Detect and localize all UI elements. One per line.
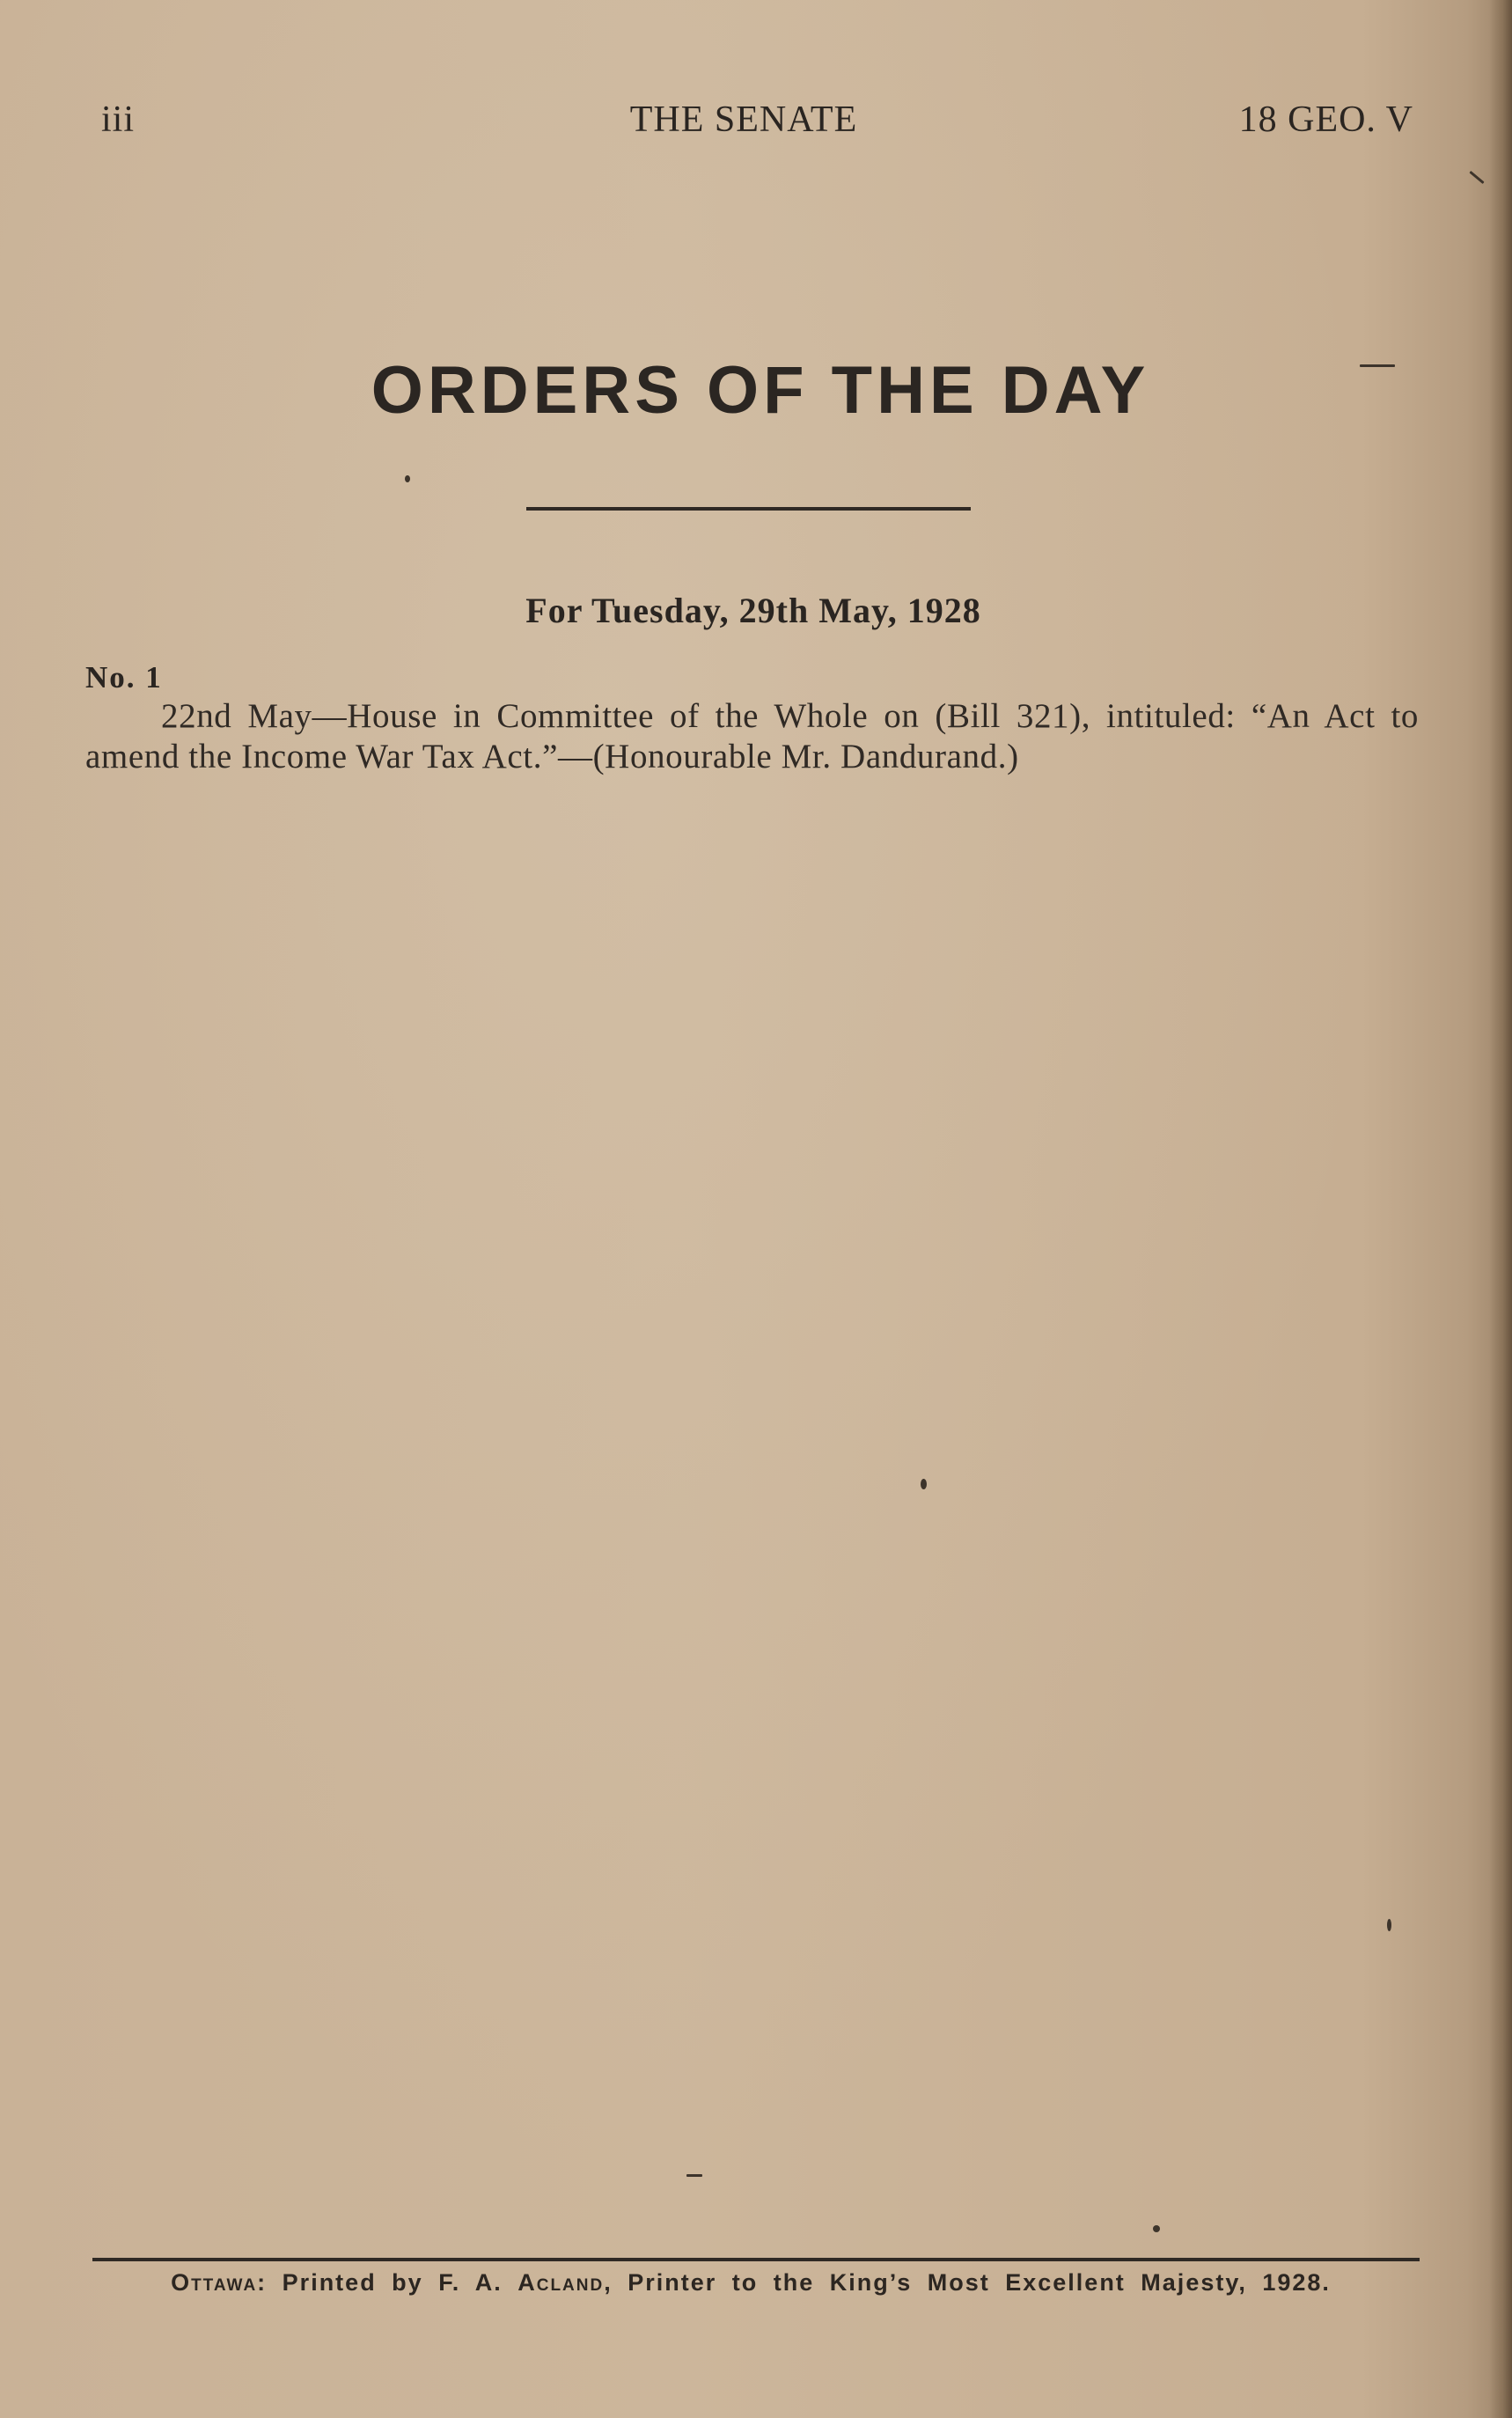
paper-speck: [921, 1479, 927, 1489]
paper-speck: [686, 2174, 702, 2177]
paper-speck: [405, 475, 410, 482]
running-head: [0, 99, 1512, 143]
paper-speck: [1469, 171, 1484, 184]
title-divider: [526, 507, 971, 511]
paper-speck: [1387, 1919, 1391, 1931]
chamber-name: THE SENATE: [629, 99, 858, 140]
imprint-printer-name: Acland: [517, 2269, 605, 2296]
order-text: 22nd May—House in Committee of the Whole on (Bill 321), intituled: “An Act to amend the Income War Tax Act.”—(Honourable Mr. Dandurand.): [85, 697, 1419, 775]
footer-divider: [92, 2258, 1420, 2261]
imprint-rest: Printer to the King’s Most Excellent Majesty, 1928.: [628, 2269, 1331, 2296]
regnal-year: 18 GEO. V: [1238, 99, 1413, 140]
order-number: No. 1: [85, 660, 163, 695]
imprint-printed-by: Printed by F. A.: [282, 2269, 503, 2296]
page-folio: iii: [101, 99, 136, 140]
paper-speck: [1153, 2225, 1160, 2232]
page-title: ORDERS OF THE DAY: [371, 353, 1150, 428]
imprint-place: Ottawa: [171, 2269, 258, 2296]
date-heading: For Tuesday, 29th May, 1928: [525, 591, 981, 630]
printer-imprint: Ottawa: Printed by F. A. Acland, Printer to the King’s Most Excellent Majesty, 1928.: [171, 2269, 1331, 2296]
